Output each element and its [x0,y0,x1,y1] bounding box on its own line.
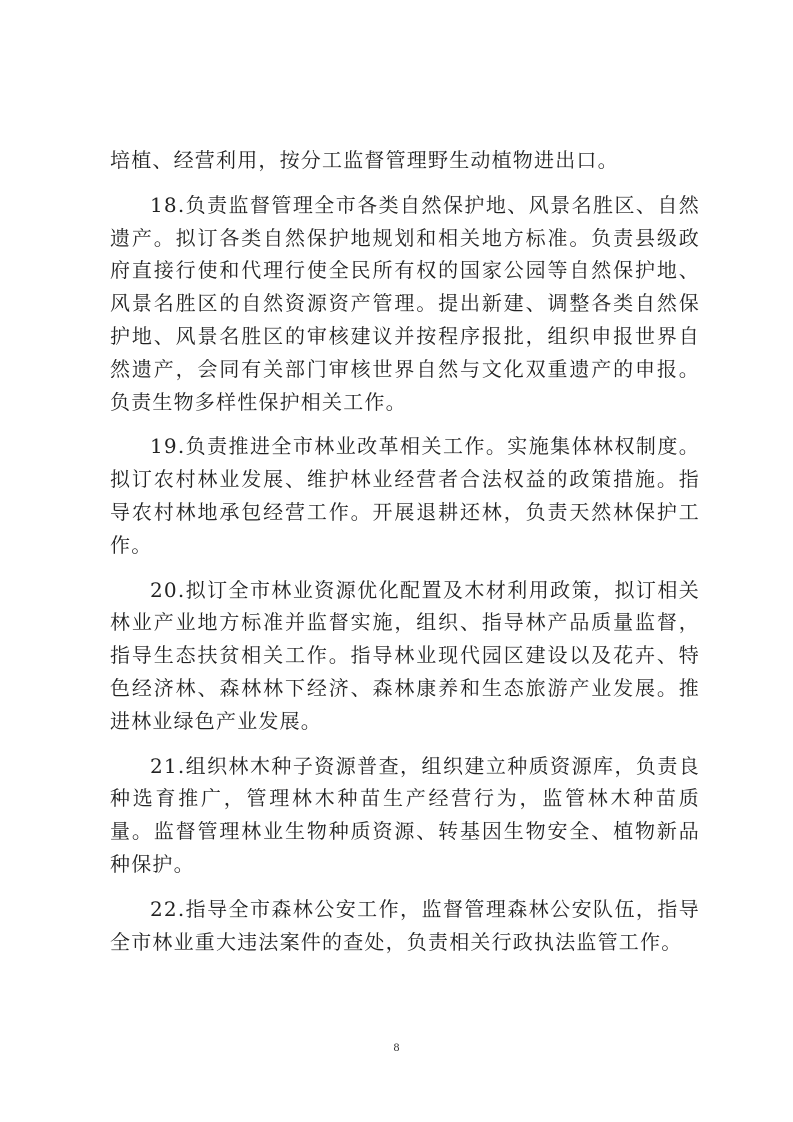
paragraph-item-19: 19.负责推进全市林业改革相关工作。实施集体林权制度。拟订农村林业发展、维护林业经营者合法权益的政策措施。指导农村林地承包经营工作。开展退耕还林，负责天然林保护工作。 [110,434,700,557]
paragraph-item-21: 21.组织林木种子资源普查，组织建立种质资源库，负责良种选育推广，管理林木种苗生产经营行为，监管林木种苗质量。监督管理林业生物种质资源、转基因生物安全、植物新品种保护。 [110,753,700,876]
paragraph-item-18: 18.负责监督管理全市各类自然保护地、风景名胜区、自然遗产。拟订各类自然保护地规划和相关地方标准。负责县级政府直接行使和代理行使全民所有权的国家公园等自然保护地、风景名胜区的自然资源资产管理。提出新建、调整各类自然保护地、风景名胜区的审核建议并按程序报批，组织申报世界自然遗产，会同有关部门审核世界自然与文化双重遗产的申报。负责生物多样性保护相关工作。 [110,192,700,414]
page-number: 8 [393,1040,400,1054]
body-text [110,144,700,970]
paragraph-continuation: 培植、经营利用，按分工监督管理野生动植物进出口。 [110,148,619,172]
paragraph-item-22: 22.指导全市森林公安工作，监督管理森林公安队伍，指导全市林业重大违法案件的查处，负责相关行政执法监管工作。 [110,896,700,954]
paragraph-item-20: 20.拟订全市林业资源优化配置及木材利用政策，拟订相关林业产业地方标准并监督实施，组织、指导林产品质量监督，指导生态扶贫相关工作。指导林业现代园区建设以及花卉、特色经济林、森林林下经济、森林康养和生态旅游产业发展。推进林业绿色产业发展。 [110,577,700,733]
